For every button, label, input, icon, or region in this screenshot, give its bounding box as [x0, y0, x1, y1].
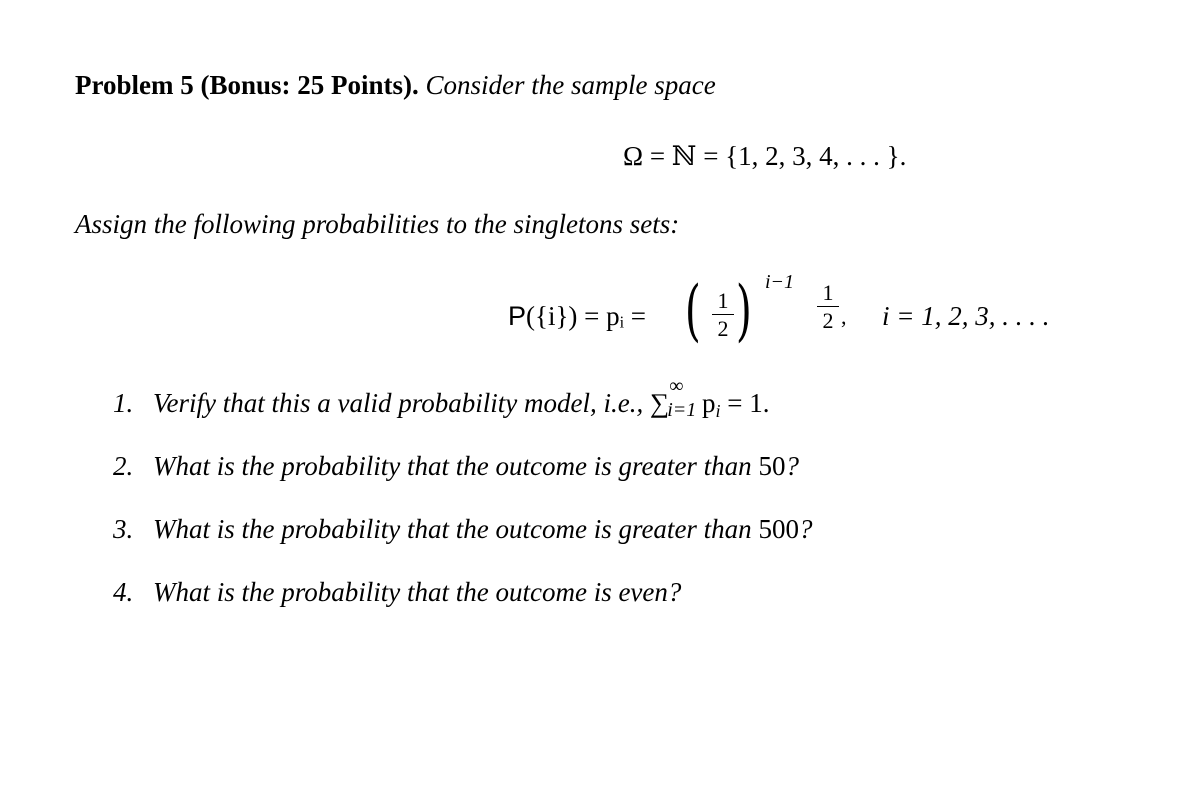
list-item-text: What is the probability that the outcome is greater than 50?	[153, 451, 799, 481]
sample-space-equation: Ω = ℕ = {1, 2, 3, 4, . . . }.	[623, 141, 907, 171]
list-item-number: 3.	[113, 514, 134, 544]
list-item-text: What is the probability that the outcome is even?	[153, 577, 682, 607]
index-range: i = 1, 2, 3, . . . .	[882, 301, 1050, 331]
outer-fraction: 1 2	[817, 282, 839, 332]
problem-heading	[75, 72, 716, 99]
list-item-number: 4.	[113, 577, 134, 607]
assign-instruction: Assign the following probabilities to the singletons sets:	[75, 209, 680, 239]
inner-fraction: 1 2	[712, 290, 734, 340]
list-item-number: 1.	[113, 388, 134, 418]
exponent: i−1	[765, 271, 795, 293]
list-item-number: 2.	[113, 451, 134, 481]
left-paren: (	[684, 272, 701, 349]
list-item-text: Verify that this a valid probability model, i.e., ∑ ∞ i=1 pi = 1.	[153, 375, 770, 421]
problem-intro: Consider the sample space	[425, 70, 716, 100]
probability-equation: P({i}) = pᵢ = ( 1 2 ) i−1 1 2 , i = 1, 2, 3, . . . .	[508, 271, 1050, 349]
right-paren: )	[735, 272, 752, 349]
probability-lhs: P({i}) = pᵢ =	[508, 301, 647, 331]
problem-title: Problem 5 (Bonus: 25 Points).	[75, 70, 419, 100]
list-item-text: What is the probability that the outcome is greater than 500?	[153, 514, 813, 544]
